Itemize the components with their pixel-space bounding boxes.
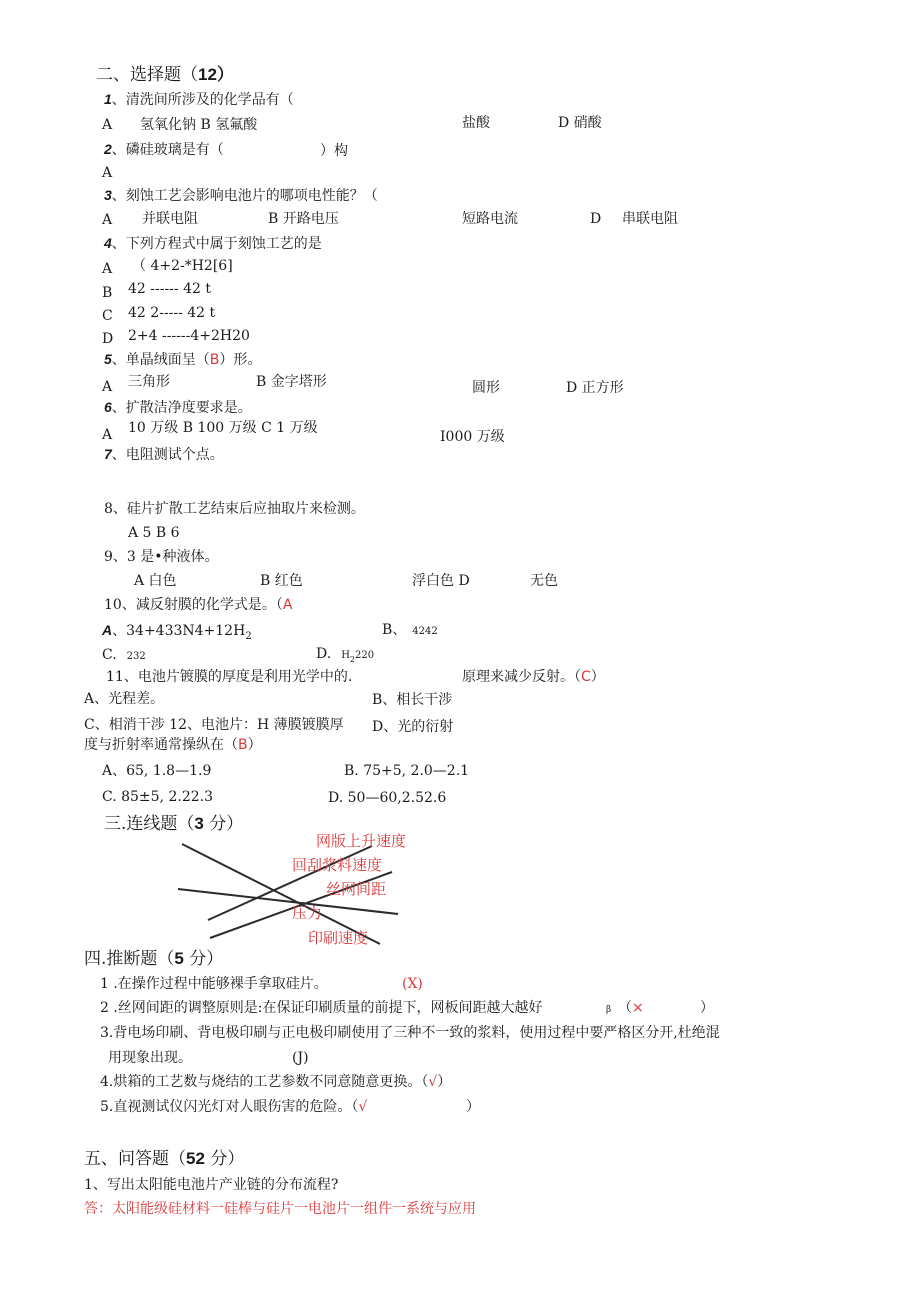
section-4-heading [84, 950, 223, 968]
bracket-close: ） [466, 1099, 480, 1115]
section-2-score: 12） [198, 65, 234, 84]
option-a-label: A [102, 165, 113, 181]
section-5-title: 五、问答题（ [84, 1149, 186, 1169]
option-c-text: 232 [126, 651, 146, 662]
option-b-text: B、相长干涉 [372, 692, 453, 708]
option-a-label: A [102, 622, 113, 638]
option-c-text: C、相消干涉 12、电池片：H 薄膜镀膜厚 [84, 717, 344, 733]
answer-mark: C [581, 669, 591, 685]
section-4-suffix: 分） [183, 949, 224, 969]
question-text: 度与折射率通常操纵在（ [84, 737, 238, 753]
judge-5 [100, 1100, 367, 1114]
option-b-label: B [102, 285, 113, 301]
question-text-end: ）构 [320, 143, 348, 159]
option-a-label: A [102, 379, 113, 395]
judge-1: 1 .在操作过程中能够裸手拿取硅片。 [100, 976, 328, 992]
section-3-suffix: 分） [203, 814, 244, 834]
judge-3-line-2: 用现象出现。 [108, 1050, 192, 1066]
judge-3-answer: (J) [292, 1050, 309, 1066]
section-4-score: 5 [174, 949, 184, 968]
option-a-label: A [102, 427, 113, 443]
match-label-1: 网版上升速度 [316, 832, 407, 850]
option-d-text: H [341, 650, 350, 661]
question-number: 2 [104, 141, 112, 157]
judge-3: 3.背电场印刷、背电极印刷与正电极印刷使用了三种不一致的浆料，使用过程中要严格区分开,杜绝混 [100, 1025, 720, 1041]
section-5-heading [84, 1150, 244, 1168]
option-a-label: A [102, 261, 113, 277]
answer-mark: A [282, 597, 293, 613]
option-a-text: 10 万级 B 100 万级 C 1 万级 [128, 420, 318, 436]
section-4-title: 四.推断题（ [84, 949, 175, 969]
question-number: 1 [104, 91, 112, 107]
option-c-text: 短路电流 [462, 211, 518, 227]
question-number: 7 [104, 446, 112, 462]
option-d-text: D. 50—60,2.52.6 [328, 790, 447, 806]
option-d-text: D 硝酸 [558, 115, 602, 131]
option-d-label: D [590, 211, 602, 227]
option-a-text: （ 4+2-*H2[6] [132, 258, 233, 274]
option-b-text: 42 ------ 42 t [128, 281, 211, 297]
qa-question-1: 1、写出太阳能电池片产业链的分布流程? [84, 1177, 339, 1193]
option-a-text: 、34+433N4+12H [112, 623, 246, 639]
judge-1-answer: (X) [402, 976, 423, 992]
question-8-options: A 5 B 6 [128, 525, 180, 541]
option-b-text: B 金字塔形 [256, 374, 327, 390]
question-text: 、扩散洁净度要求是。 [111, 400, 252, 416]
subscript: 2 [245, 630, 252, 642]
option-c-text: 圆形 [472, 380, 500, 396]
subscript: 2 [349, 654, 356, 664]
option-c-label: C [102, 308, 113, 324]
match-label-5: 印刷速度 [308, 929, 369, 947]
question-number: 3 [104, 187, 112, 203]
question-9: 9、3 是•种液体。 [104, 549, 219, 565]
judge-2: 2 .丝网间距的调整原则是:在保证印刷质量的前提下，网板间距越大越好 [100, 1000, 543, 1016]
option-a-label: A [102, 117, 113, 133]
option-b-text: B. 75+5, 2.0—2.1 [344, 763, 470, 779]
question-text: 原理来减少反射。（ [462, 669, 581, 685]
option-d-text: 串联电阻 [622, 211, 678, 227]
section-3-score: 3 [194, 814, 204, 833]
judge-4 [100, 1075, 451, 1089]
option-d-text: 无色 [530, 573, 558, 589]
option-d-text: D 正方形 [566, 380, 624, 396]
question-text-end: ） [247, 737, 262, 753]
question-number: 5 [104, 351, 112, 367]
question-number: 4 [104, 235, 112, 251]
qa-answer-1: 答：太阳能级硅材料一硅棒与硅片一电池片一组件一系统与应用 [84, 1201, 476, 1217]
question-text: 10、减反射膜的化学式是。（ [104, 597, 283, 613]
option-a-text: 氢氧化钠 B 氢氟酸 [140, 117, 258, 133]
option-a-text: A 白色 [134, 573, 177, 589]
option-c-text: 盐酸 [462, 115, 490, 131]
option-c-text: 42 2----- 42 t [128, 305, 216, 321]
question-text: 、清洗间所涉及的化学品有（ [111, 92, 294, 108]
judge-5-text: 5.直视测试仪闪光灯对人眼伤害的危险。（ [100, 1099, 359, 1115]
judge-5-answer: √ [358, 1099, 368, 1115]
bracket-close: ） [437, 1074, 452, 1090]
question-text: 、单晶绒面呈（ [111, 352, 210, 368]
option-a-text: A、光程差。 [84, 691, 165, 707]
option-b-text: 4242 [412, 626, 438, 637]
judge-4-text: 4.烘箱的工艺数与烧结的工艺参数不同意随意更换。（ [100, 1074, 429, 1090]
option-c-text: C. 85±5, 2.22.3 [102, 789, 213, 805]
option-a-text: A、65, 1.8—1.9 [102, 763, 212, 779]
answer-mark: B [238, 737, 248, 753]
judge-4-answer: √ [428, 1074, 438, 1090]
section-3-title: 三.连线题（ [104, 814, 195, 834]
option-d-text: 2+4 ------4+2H20 [128, 328, 250, 344]
option-a-label: A [102, 212, 113, 228]
match-label-2: 回刮浆料速度 [292, 856, 383, 874]
question-text: 、电阻测试个点。 [111, 447, 224, 463]
match-label-4: 压力 [292, 904, 323, 922]
option-c-label: C. [102, 647, 117, 663]
match-label-3: 丝网间距 [326, 880, 387, 898]
option-c-text: 浮白色 D [412, 573, 470, 589]
question-text: 、下列方程式中属于刻蚀工艺的是 [111, 236, 322, 252]
question-number: 6 [104, 399, 112, 415]
question-text-end: ） [590, 669, 605, 685]
section-5-suffix: 分） [204, 1149, 245, 1169]
option-b-label: B、 [382, 622, 407, 638]
section-5-score: 52 [186, 1149, 205, 1168]
bracket-open: （ [618, 1000, 632, 1016]
judge-2-beta: β [606, 1005, 612, 1015]
option-d-text: D、光的衍射 [372, 719, 454, 735]
option-d-label: D. [316, 646, 332, 662]
option-b-text: B 红色 [260, 573, 303, 589]
answer-mark: B [209, 352, 220, 368]
section-2-title: 二、选择题（ [96, 65, 198, 85]
question-text: 、刻蚀工艺会影响电池片的哪项电性能？（ [111, 188, 378, 204]
option-b-text: B 开路电压 [268, 211, 339, 227]
question-text-end: ）形。 [219, 352, 262, 368]
judge-2-answer-group [618, 1001, 644, 1015]
question-11: 11、电池片镀膜的厚度是利用光学中的. [106, 669, 353, 685]
option-d-text-tail: 220 [355, 650, 375, 661]
question-8: 8、硅片扩散工艺结束后应抽取片来检测。 [104, 501, 365, 517]
option-d-text: I000 万级 [440, 429, 505, 445]
question-text: 、磷硅玻璃是有（ [111, 142, 224, 158]
option-a-text: 并联电阻 [142, 211, 198, 227]
option-d-label: D [102, 331, 114, 347]
bracket-close: ） [700, 1000, 714, 1016]
option-a-text: 三角形 [128, 374, 170, 390]
judge-2-answer: × [632, 1000, 644, 1016]
